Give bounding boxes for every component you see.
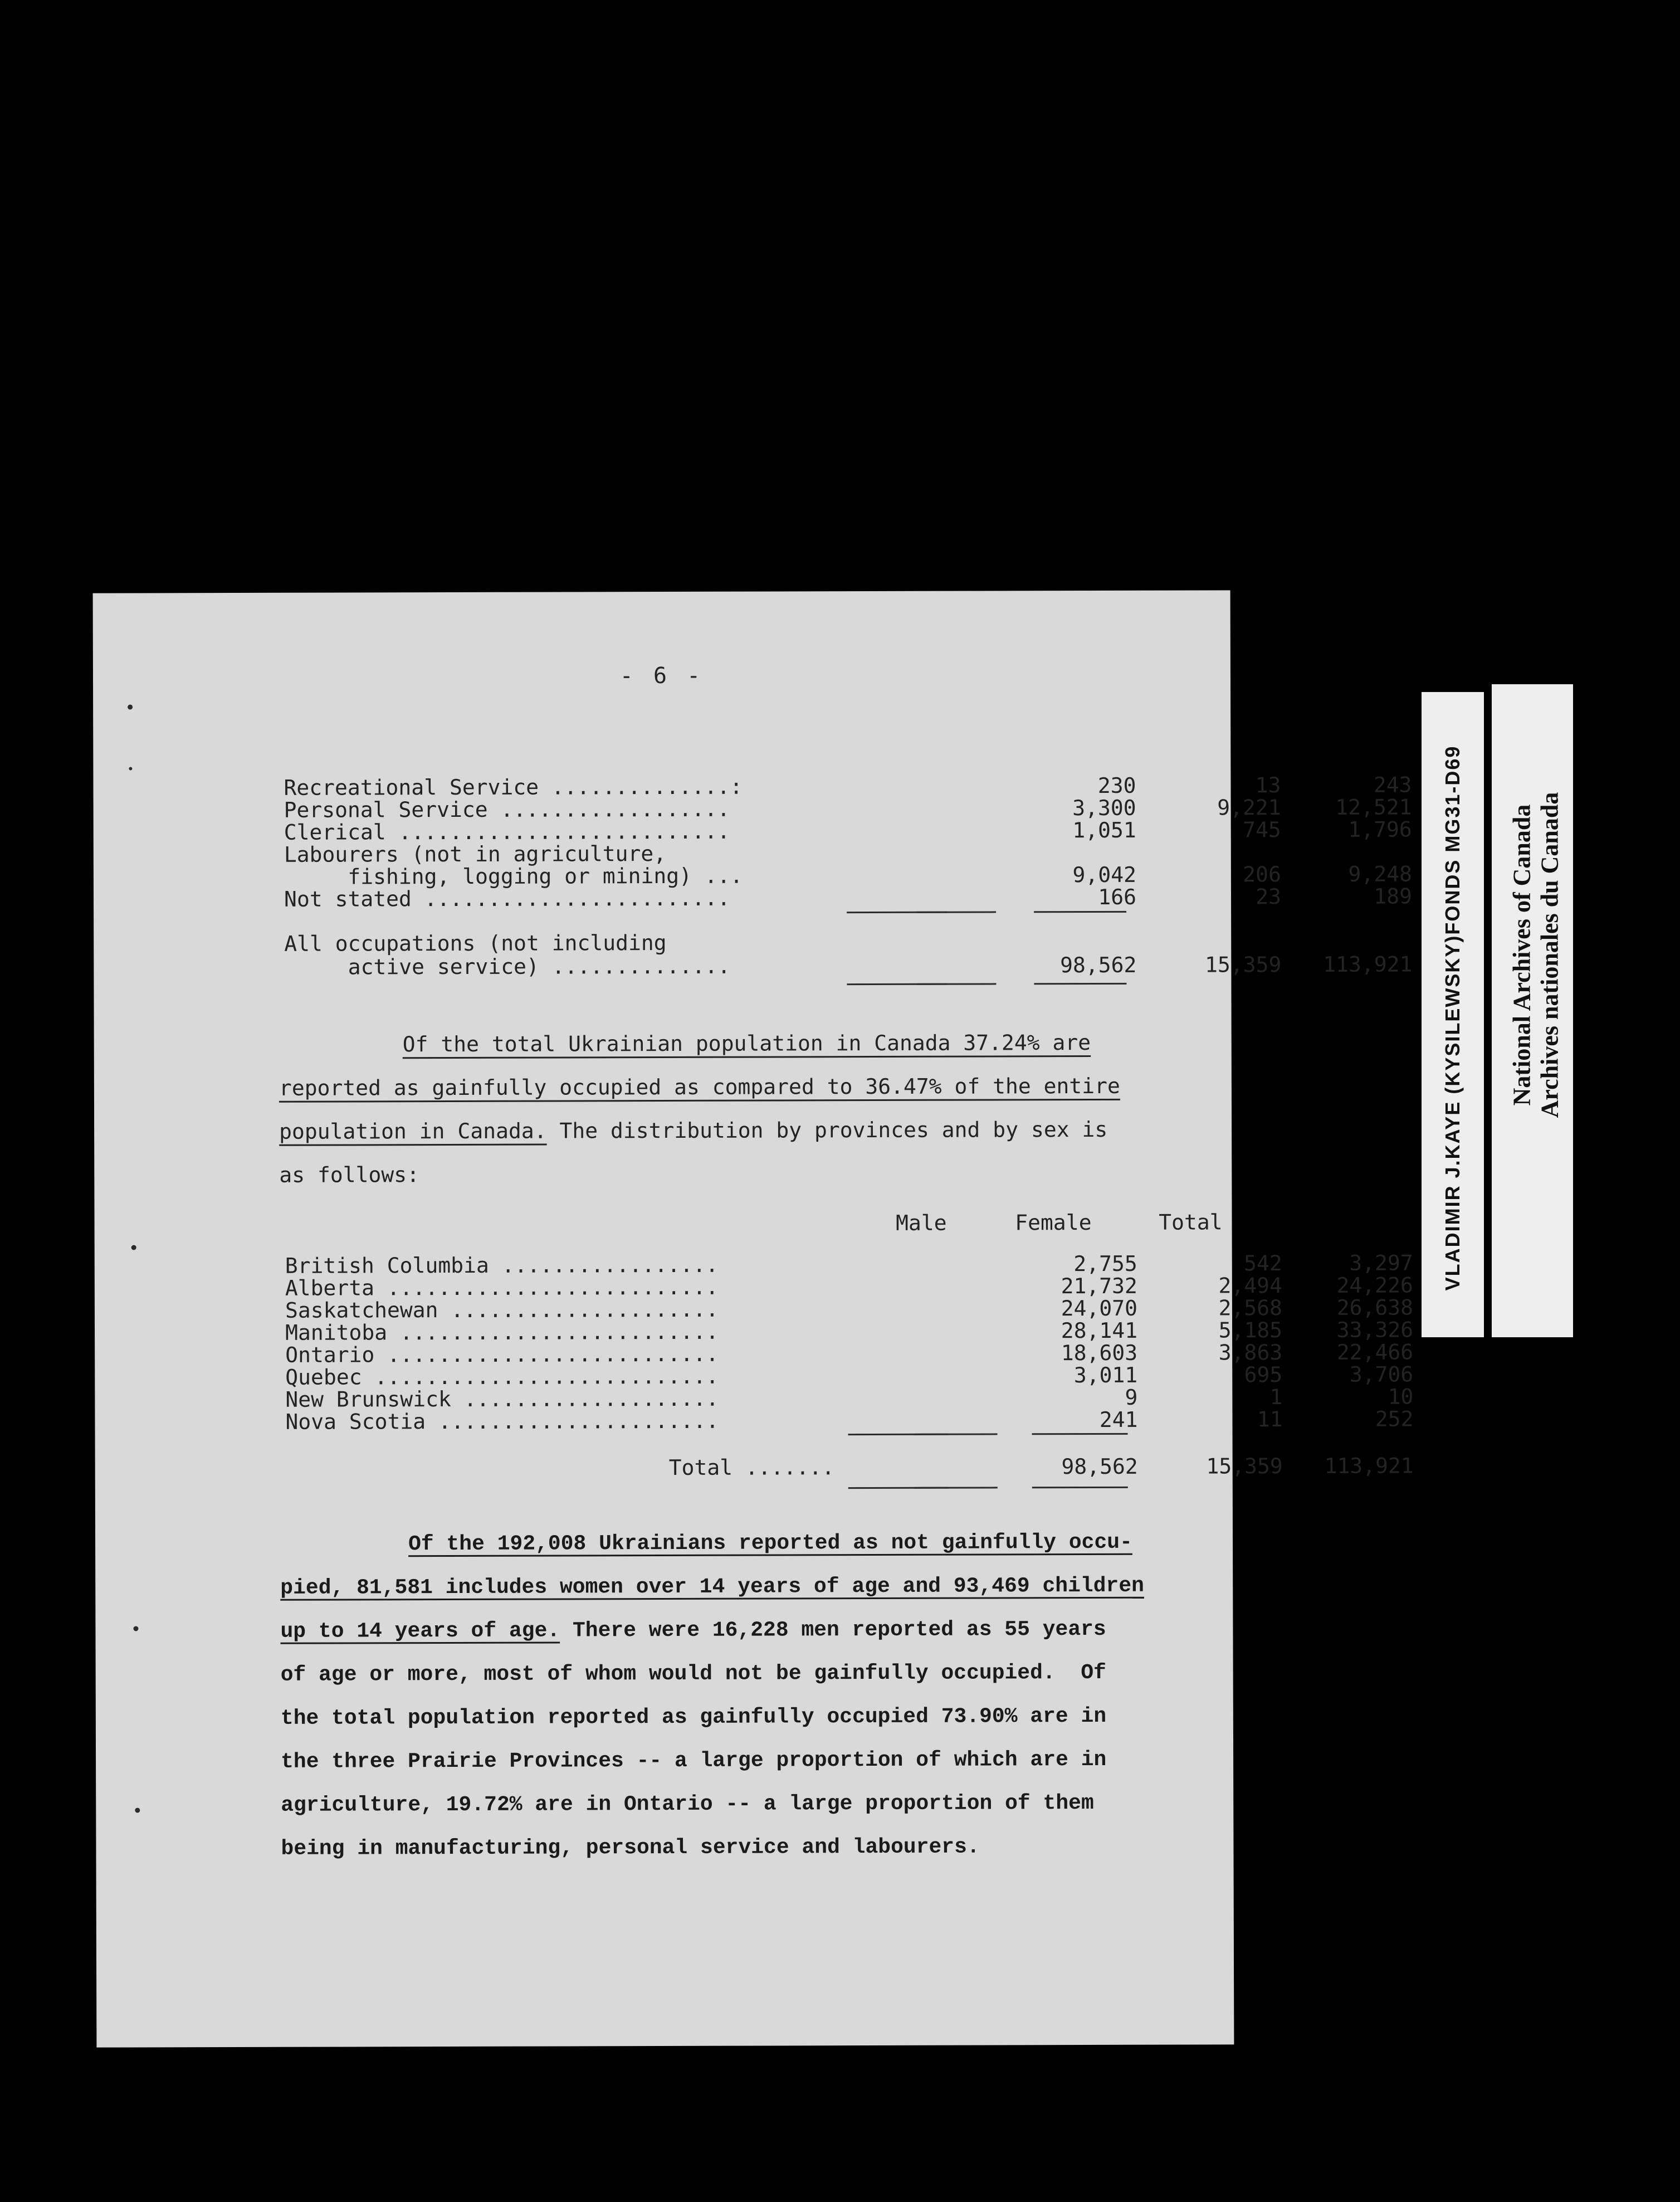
row-label: Clerical .......................... (284, 819, 730, 845)
text-line: as follows: (279, 1162, 420, 1187)
row-label: Alberta .......................... (285, 1274, 719, 1300)
male-value: 21,732 (1061, 1273, 1137, 1299)
row-label: Total ....... (668, 1455, 835, 1480)
text-line: the three Prairie Provinces -- a large proportion of which are in (281, 1747, 1107, 1774)
paragraph-not-occupied (280, 1521, 1195, 1871)
total-value: 33,326 (1336, 1317, 1414, 1342)
grand-total: 113,921 (1324, 1453, 1414, 1478)
total-value: 10 (1388, 1384, 1414, 1409)
male-value: 2,755 (1073, 1251, 1137, 1277)
text-line (279, 1021, 1193, 1066)
male-value: 9,042 (1072, 862, 1136, 888)
female-value: 2,568 (1218, 1295, 1283, 1321)
text-line: the total population reported as gainfully occupied 73.90% are in (280, 1704, 1107, 1731)
total-value: 1,796 (1348, 817, 1412, 842)
male-value: 9 (1125, 1385, 1138, 1410)
female-value: 542 (1244, 1251, 1282, 1276)
female-value: 9,221 (1217, 795, 1281, 820)
institution-name-fr: Archives nationales du Canada (1536, 792, 1564, 1118)
text-line (280, 1521, 1194, 1567)
plain-text: There were 16,228 men reported as 55 years (560, 1617, 1106, 1643)
row-label: Not stated ........................ (284, 885, 730, 912)
female-value: 1 (1269, 1385, 1283, 1410)
total-value: 12,521 (1335, 795, 1412, 820)
subtotal-rule (1034, 911, 1126, 913)
male-value: 230 (1097, 773, 1136, 798)
total-value: 26,638 (1336, 1295, 1414, 1320)
total-rule (1034, 983, 1126, 985)
male-value: 3,011 (1073, 1362, 1138, 1388)
female-value: 3,863 (1218, 1340, 1283, 1365)
fonds-reference: VLADIMIR J.KAYE (KYSILEWSKY)FONDS MG31-D69 (1441, 745, 1464, 1291)
table-row (284, 861, 1412, 889)
female-value: 206 (1243, 862, 1281, 887)
female-value: 11 (1257, 1407, 1283, 1432)
institution-label-strip (1492, 684, 1573, 1337)
table-row (284, 952, 1413, 980)
row-label: active service) .............. (284, 953, 731, 980)
grand-total: 113,921 (1323, 952, 1413, 977)
text-line: being in manufacturing, personal service and labourers. (281, 1835, 980, 1861)
female-value: 23 (1256, 884, 1282, 909)
male-total: 98,562 (1061, 1454, 1138, 1479)
table-row (284, 930, 1231, 954)
text-line (279, 1064, 1193, 1110)
row-label: Quebec ........................... (285, 1363, 719, 1390)
female-total: 15,359 (1205, 952, 1282, 977)
male-value: 3,300 (1072, 795, 1136, 821)
header-total: Total (1159, 1210, 1223, 1235)
male-value: 28,141 (1061, 1318, 1138, 1343)
total-value: 243 (1373, 772, 1412, 797)
row-label: Labourers (not in agriculture, (284, 841, 667, 867)
underlined-text: population in Canada. (279, 1118, 547, 1144)
total-value: 9,248 (1348, 861, 1412, 886)
text-line (279, 1108, 1193, 1153)
total-value: 252 (1375, 1406, 1414, 1431)
total-rule (914, 1487, 998, 1488)
total-value: 3,297 (1349, 1250, 1413, 1275)
underlined-text: pied, 81,581 includes women over 14 years of age and 93,469 children (280, 1573, 1144, 1600)
subtotal-rule (1032, 1433, 1128, 1435)
total-value: 22,466 (1336, 1339, 1414, 1365)
subtotal-rule (914, 1433, 998, 1435)
paper-speck (129, 767, 132, 770)
archive-label (1422, 684, 1573, 1337)
row-label: Ontario .......................... (285, 1341, 719, 1367)
text-line (280, 1608, 1194, 1654)
paper-speck (131, 1245, 136, 1250)
row-label: Nova Scotia ...................... (285, 1408, 719, 1434)
subtotal-rule (917, 911, 996, 913)
institution-name-en: National Archives of Canada (1508, 804, 1536, 1106)
row-label: Saskatchewan ..................... (285, 1297, 719, 1323)
total-value: 24,226 (1336, 1273, 1413, 1298)
female-value: 13 (1255, 773, 1281, 798)
table-row (285, 1406, 1414, 1434)
occupation-table (93, 590, 1413, 980)
row-label: New Brunswick .................... (285, 1386, 719, 1412)
male-value: 241 (1099, 1407, 1138, 1432)
header-female: Female (1015, 1210, 1092, 1235)
row-label: Personal Service .................. (284, 796, 730, 822)
text-line: of age or more, most of whom would not be gainfully occupied. Of (280, 1660, 1106, 1687)
header-male: Male (895, 1210, 947, 1235)
male-value: 1,051 (1072, 817, 1136, 843)
total-rule (917, 983, 996, 985)
row-label: Manitoba ......................... (285, 1319, 719, 1345)
male-total: 98,562 (1060, 952, 1137, 978)
paper-speck (133, 1626, 138, 1631)
fonds-label-strip (1422, 692, 1484, 1337)
female-value: 2,494 (1218, 1273, 1282, 1298)
paper-speck (135, 1808, 140, 1813)
row-label: fishing, logging or mining) ... (284, 863, 743, 889)
female-value: 695 (1244, 1362, 1283, 1387)
underlined-text: up to 14 years of age. (280, 1619, 560, 1644)
plain-text: The distribution by provinces and by sex is (546, 1117, 1108, 1143)
paragraph-employment (279, 1021, 1193, 1197)
row-label: All occupations (not including (284, 930, 667, 956)
row-label: Recreational Service ..............: (284, 774, 743, 800)
table-row (284, 884, 1413, 912)
total-rule (1032, 1487, 1128, 1488)
paper-speck (128, 704, 133, 709)
underlined-text: reported as gainfully occupied as compared to 36.47% of the entire (279, 1073, 1120, 1100)
table-row (285, 1362, 1414, 1390)
text-line: agriculture, 19.72% are in Ontario -- a large proportion of them (281, 1791, 1094, 1818)
female-total: 15,359 (1206, 1454, 1283, 1479)
total-value: 3,706 (1349, 1362, 1414, 1387)
total-value: 189 (1374, 884, 1413, 909)
underlined-text: Of the total Ukrainian population in Canada 37.24% are (402, 1030, 1091, 1057)
page-number: - 6 - (619, 662, 704, 689)
row-label: British Columbia ................. (285, 1252, 719, 1278)
male-value: 166 (1098, 884, 1137, 909)
male-value: 18,603 (1061, 1340, 1138, 1366)
male-value: 24,070 (1061, 1295, 1138, 1321)
text-line (280, 1565, 1194, 1610)
female-value: 745 (1243, 817, 1281, 842)
table-row (286, 1453, 1414, 1480)
document-page (93, 590, 1414, 2047)
female-value: 5,185 (1218, 1318, 1283, 1343)
table-row (284, 817, 1412, 845)
underlined-text: Of the 192,008 Ukrainians reported as not gainfully occu- (408, 1530, 1132, 1557)
table-row (285, 1384, 1414, 1412)
